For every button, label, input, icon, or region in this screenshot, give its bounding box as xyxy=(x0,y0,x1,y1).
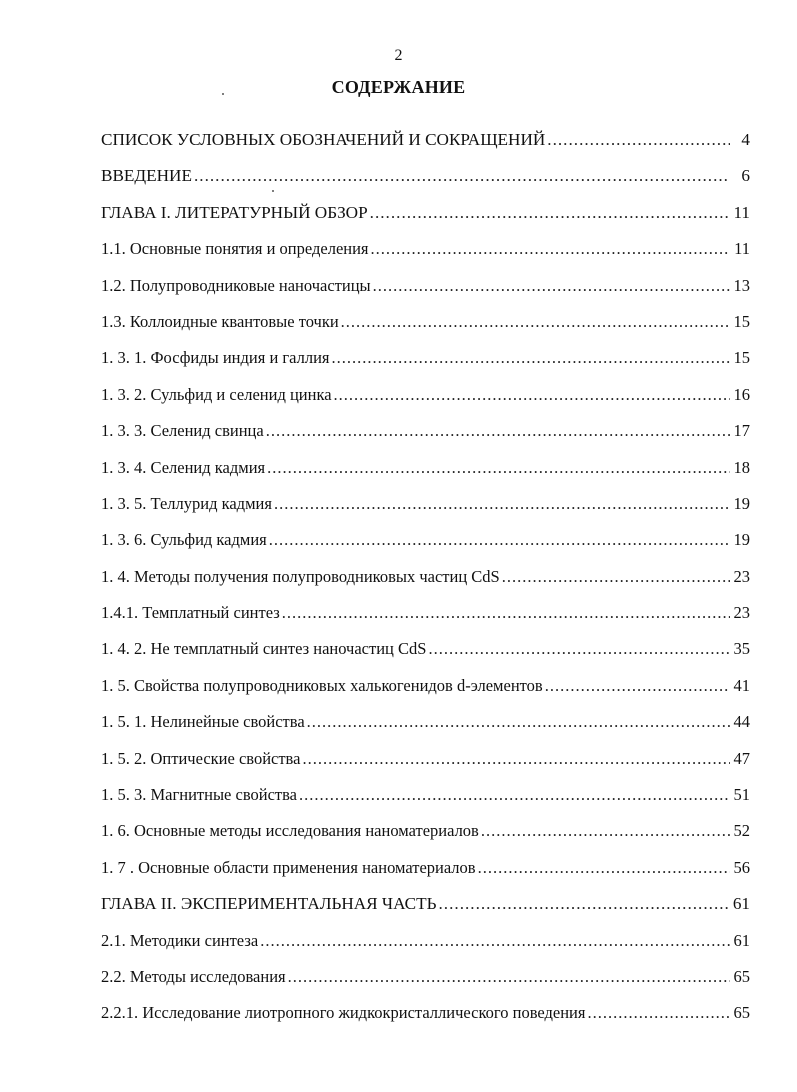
toc-entry-page: 65 xyxy=(733,1003,750,1023)
toc-entry xyxy=(101,631,750,667)
toc-entry-page: 13 xyxy=(733,275,750,295)
toc-dot-leader xyxy=(307,704,730,740)
toc-entry-label: 1. 3. 2. Сульфид и селенид цинка xyxy=(101,384,332,404)
toc-dot-leader xyxy=(334,377,730,413)
toc-entry-label: 1. 5. 2. Оптические свойства xyxy=(101,748,301,768)
toc-entry-label: ГЛАВА I. ЛИТЕРАТУРНЫЙ ОБЗОР xyxy=(101,202,368,222)
toc-entry-label: ВВЕДЕНИЕ xyxy=(101,166,192,186)
toc-dot-leader xyxy=(547,122,730,158)
toc-entry-label: СПИСОК УСЛОВНЫХ ОБОЗНАЧЕНИЙ И СОКРАЩЕНИЙ xyxy=(101,130,546,149)
page-number: 2 xyxy=(394,47,403,64)
toc-entry xyxy=(101,668,750,704)
toc-entry xyxy=(101,413,750,449)
toc-entry-page: 11 xyxy=(733,202,750,222)
toc-entry-page: 18 xyxy=(733,457,750,477)
toc-entry-label: 1.2. Полупроводниковые наночастицы xyxy=(101,275,371,295)
toc-entry xyxy=(101,486,750,522)
toc-entry-label: 1. 4. Методы получения полупроводниковых частиц CdS xyxy=(101,566,500,586)
toc-entry-page: 19 xyxy=(733,493,750,513)
toc-entry xyxy=(101,450,750,486)
toc-entry-label: 1. 3. 6. Сульфид кадмия xyxy=(101,530,267,550)
toc-entry xyxy=(101,923,750,959)
toc-dot-leader xyxy=(341,304,730,340)
toc-dot-leader xyxy=(545,668,730,704)
toc-dot-leader xyxy=(478,850,730,886)
toc-entry xyxy=(101,304,750,340)
toc-entry-label: 2.2. Методы исследования xyxy=(101,966,286,986)
toc-entry-page: 19 xyxy=(733,530,750,550)
toc-entry-page: 65 xyxy=(733,966,750,986)
toc-entry-label: 1.4.1. Темплатный синтез xyxy=(101,603,280,623)
toc-dot-leader xyxy=(194,158,730,194)
toc-entry-label: 1. 5. 1. Нелинейные свойства xyxy=(101,712,305,732)
toc-entry-label: 1. 4. 2. Не темплатный синтез наночастиц CdS xyxy=(101,639,427,659)
toc-entry-page: 47 xyxy=(733,748,750,768)
toc-dot-leader xyxy=(269,522,730,558)
toc-entry xyxy=(101,995,750,1031)
toc-entry-label: 1.3. Коллоидные квантовые точки xyxy=(101,311,339,331)
toc-entry xyxy=(101,377,750,413)
table-of-contents xyxy=(101,122,750,1032)
toc-entry-label: 1. 7 . Основные области применения наноматериалов xyxy=(101,857,476,877)
toc-entry xyxy=(101,340,750,376)
toc-entry xyxy=(101,268,750,304)
toc-dot-leader xyxy=(332,340,730,376)
toc-entry-page: 11 xyxy=(734,239,750,259)
toc-entry xyxy=(101,158,750,194)
toc-dot-leader xyxy=(587,995,730,1031)
toc-dot-leader xyxy=(299,777,730,813)
toc-entry-label: 1. 3. 4. Селенид кадмия xyxy=(101,457,266,477)
toc-dot-leader xyxy=(282,595,730,631)
toc-entry xyxy=(101,559,750,595)
toc-entry-page: 23 xyxy=(733,603,750,623)
toc-dot-leader xyxy=(274,486,730,522)
toc-entry xyxy=(101,959,750,995)
toc-entry-page: 56 xyxy=(733,857,750,877)
page-title: СОДЕРЖАНИЕ xyxy=(331,77,466,97)
toc-entry-label: 2.1. Методики синтеза xyxy=(101,930,259,950)
toc-entry-page: 52 xyxy=(733,821,750,841)
toc-entry-label: 1. 3. 3. Селенид свинца xyxy=(101,421,264,441)
toc-dot-leader xyxy=(371,231,730,267)
toc-dot-leader xyxy=(302,741,730,777)
toc-entry-label: 2.2.1. Исследование лиотропного жидкокристаллического поведения xyxy=(101,1003,586,1023)
toc-entry xyxy=(101,195,750,231)
toc-dot-leader xyxy=(481,813,730,849)
toc-dot-leader xyxy=(502,559,730,595)
toc-entry xyxy=(101,522,750,558)
toc-entry-page: 6 xyxy=(741,166,750,186)
scan-speck xyxy=(222,93,224,95)
toc-entry xyxy=(101,122,750,158)
toc-entry-page: 16 xyxy=(733,384,750,404)
toc-dot-leader xyxy=(260,923,730,959)
toc-entry-page: 61 xyxy=(732,894,750,914)
toc-entry-page: 61 xyxy=(733,930,750,950)
toc-entry-label: ГЛАВА II. ЭКСПЕРИМЕНТАЛЬНАЯ ЧАСТЬ xyxy=(101,894,437,914)
toc-entry-label: 1. 5. 3. Магнитные свойства xyxy=(101,785,298,805)
toc-entry-page: 23 xyxy=(733,566,750,586)
toc-entry-label: 1.1. Основные понятия и определения xyxy=(101,239,369,259)
toc-entry xyxy=(101,850,750,886)
toc-entry-page: 15 xyxy=(733,311,750,331)
toc-entry xyxy=(101,231,750,267)
toc-entry-label: 1. 6. Основные методы исследования наноматериалов xyxy=(101,821,479,841)
toc-entry-label: 1. 3. 5. Теллурид кадмия xyxy=(101,493,272,513)
toc-entry-page: 51 xyxy=(733,785,750,805)
toc-dot-leader xyxy=(370,195,730,231)
toc-entry-label: 1. 3. 1. Фосфиды индия и галлия xyxy=(101,348,330,368)
toc-entry-label: 1. 5. Свойства полупроводниковых халькогенидов d-элементов xyxy=(101,675,543,695)
toc-entry xyxy=(101,741,750,777)
toc-entry-page: 17 xyxy=(733,421,750,441)
toc-dot-leader xyxy=(439,886,731,922)
toc-dot-leader xyxy=(267,450,730,486)
toc-dot-leader xyxy=(428,631,730,667)
toc-entry-page: 35 xyxy=(733,639,750,659)
toc-entry-page: 4 xyxy=(741,130,750,149)
toc-entry-page: 44 xyxy=(733,712,750,732)
toc-entry xyxy=(101,777,750,813)
toc-entry-page: 15 xyxy=(733,348,750,368)
toc-dot-leader xyxy=(288,959,730,995)
toc-dot-leader xyxy=(266,413,730,449)
toc-entry-page: 41 xyxy=(733,675,750,695)
toc-dot-leader xyxy=(373,268,730,304)
toc-entry xyxy=(101,813,750,849)
toc-entry xyxy=(101,595,750,631)
toc-entry xyxy=(101,704,750,740)
toc-entry xyxy=(101,886,750,922)
